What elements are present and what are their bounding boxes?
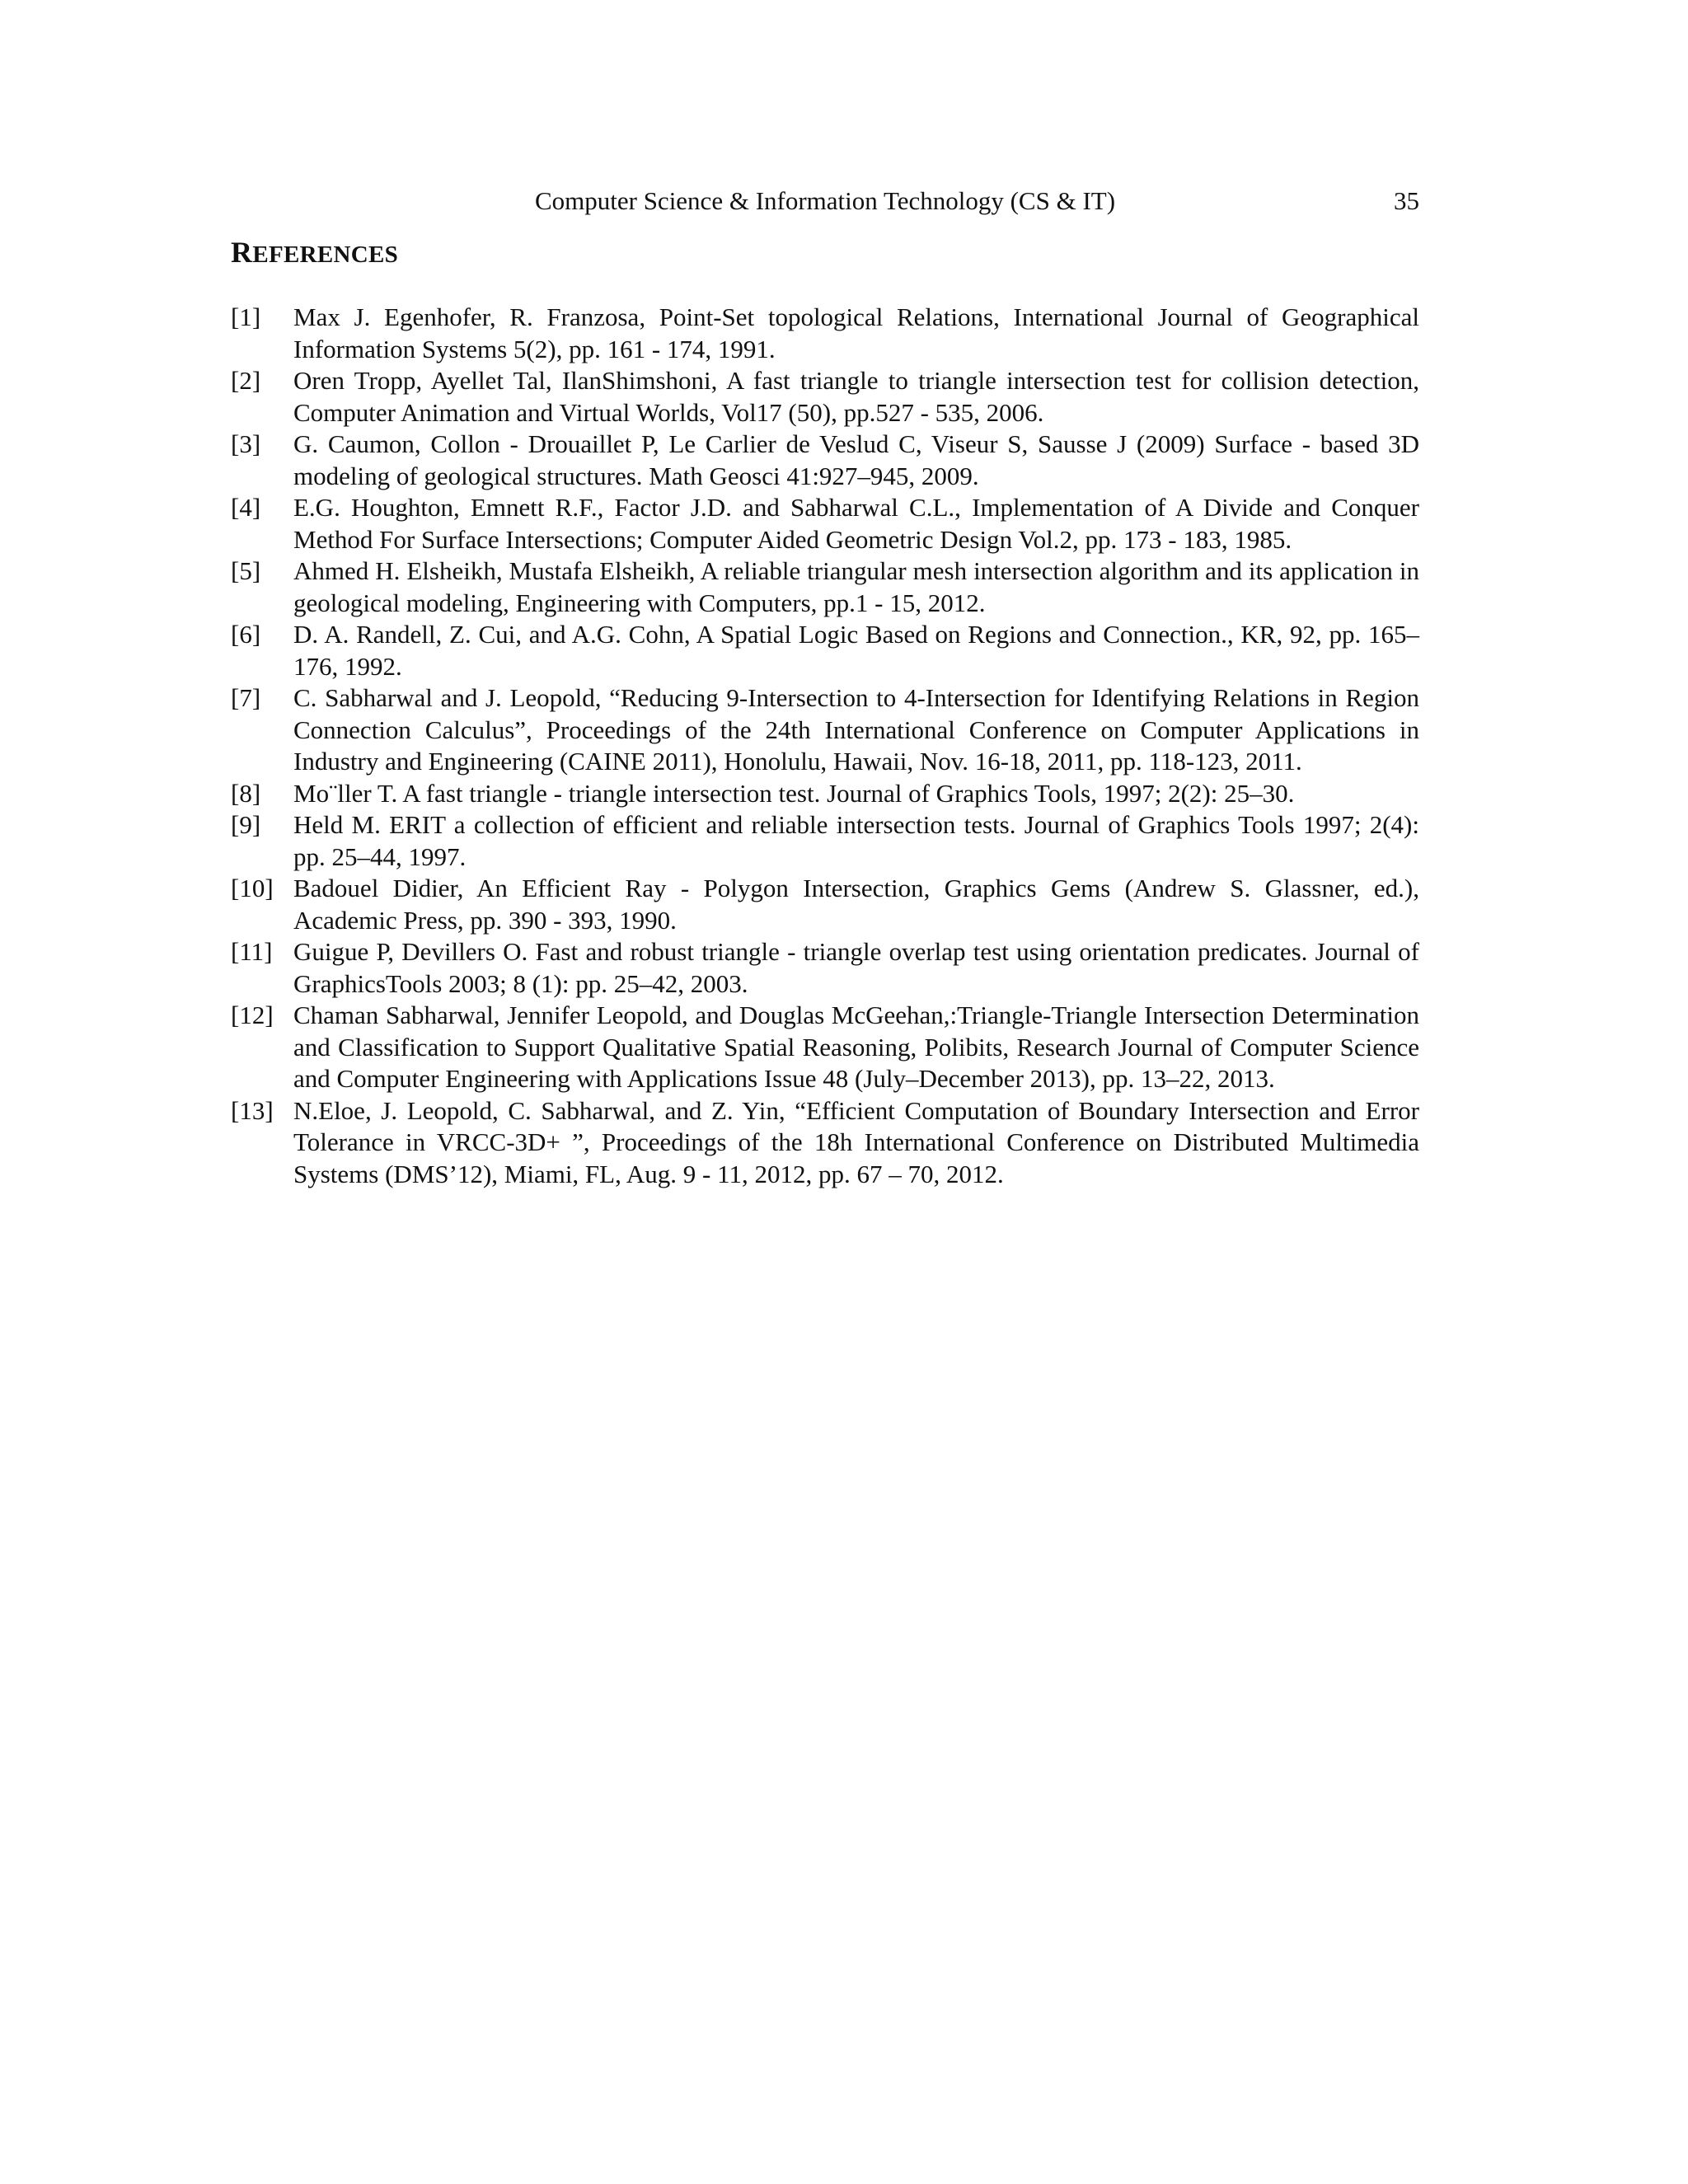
reference-number: [4] bbox=[231, 493, 261, 522]
reference-item bbox=[231, 492, 1419, 555]
reference-number: [6] bbox=[231, 620, 261, 649]
reference-item bbox=[231, 1095, 1419, 1191]
reference-text: C. Sabharwal and J. Leopold, “Reducing 9-Intersection to 4-Intersection for Identifying Relations in Region Connection Calculus”, Proceedings of the 24th International Conference on Computer Applications in Industry and Engineering (CAINE 2011), Honolulu, Hawaii, Nov. 16-18, 2011, pp. 118-123, 2011. bbox=[293, 683, 1419, 776]
section-heading-references bbox=[231, 234, 398, 273]
reference-number: [10] bbox=[231, 874, 274, 902]
reference-number: [3] bbox=[231, 429, 261, 458]
reference-text: Guigue P, Devillers O. Fast and robust triangle - triangle overlap test using orientation predicates. Journal of GraphicsTools 2003; 8 (1): pp. 25–42, 2003. bbox=[293, 937, 1419, 998]
reference-item bbox=[231, 555, 1419, 619]
reference-item bbox=[231, 302, 1419, 365]
reference-item bbox=[231, 619, 1419, 682]
section-heading-initial: R bbox=[231, 236, 253, 269]
reference-list bbox=[231, 302, 1419, 1190]
reference-number: [8] bbox=[231, 778, 261, 808]
reference-number: [2] bbox=[231, 366, 261, 395]
reference-item bbox=[231, 778, 1419, 810]
reference-item bbox=[231, 1000, 1419, 1095]
reference-item bbox=[231, 682, 1419, 778]
reference-text: Held M. ERIT a collection of efficient and reliable intersection tests. Journal of Graphics Tools 1997; 2(4): pp. 25–44, 1997. bbox=[293, 810, 1419, 871]
reference-item bbox=[231, 365, 1419, 429]
reference-number: [11] bbox=[231, 937, 273, 966]
page-number: 35 bbox=[1394, 186, 1419, 215]
section-heading-rest: EFERENCES bbox=[252, 241, 399, 268]
reference-item bbox=[231, 429, 1419, 492]
reference-text: G. Caumon, Collon - Drouaillet P, Le Carlier de Veslud C, Viseur S, Sausse J (2009) Surface - based 3D modeling of geological structures. Math Geosci 41:927–945, 2009. bbox=[293, 429, 1419, 490]
reference-text: Badouel Didier, An Efficient Ray - Polygon Intersection, Graphics Gems (Andrew S. Glassner, ed.), Academic Press, pp. 390 - 393, 1990. bbox=[293, 874, 1419, 935]
reference-text: D. A. Randell, Z. Cui, and A.G. Cohn, A Spatial Logic Based on Regions and Connection., KR, 92, pp. 165–176, 1992. bbox=[293, 620, 1419, 681]
reference-item bbox=[231, 809, 1419, 873]
reference-text: Max J. Egenhofer, R. Franzosa, Point-Set topological Relations, International Journal of Geographical Information Systems 5(2), pp. 161 - 174, 1991. bbox=[293, 302, 1419, 363]
reference-number: [7] bbox=[231, 683, 261, 712]
reference-number: [1] bbox=[231, 302, 261, 331]
running-header bbox=[231, 185, 1419, 218]
reference-text: Ahmed H. Elsheikh, Mustafa Elsheikh, A reliable triangular mesh intersection algorithm and its application in geological modeling, Engineering with Computers, pp.1 - 15, 2012. bbox=[293, 556, 1419, 617]
reference-text: Mo¨ller T. A fast triangle - triangle intersection test. Journal of Graphics Tools, 1997; 2(2): 25–30. bbox=[293, 778, 1295, 808]
reference-number: [9] bbox=[231, 810, 261, 839]
reference-number: [13] bbox=[231, 1095, 274, 1125]
reference-number: [12] bbox=[231, 1001, 274, 1029]
reference-text: E.G. Houghton, Emnett R.F., Factor J.D. and Sabharwal C.L., Implementation of A Divide and Conquer Method For Surface Intersections; Computer Aided Geometric Design Vol.2, pp. 173 - 183, 1985. bbox=[293, 493, 1419, 554]
reference-text: Chaman Sabharwal, Jennifer Leopold, and Douglas McGeehan,:Triangle-Triangle Intersection Determination and Classification to Support Qualitative Spatial Reasoning, Polibits, Research Journal of Computer Science and Computer Engineering with Applications Issue 48 (July–December 2013), pp. 13–22, 2013. bbox=[293, 1001, 1419, 1093]
journal-name: Computer Science & Information Technology (CS & IT) bbox=[534, 186, 1116, 215]
reference-text: N.Eloe, J. Leopold, C. Sabharwal, and Z. Yin, “Efficient Computation of Boundary Intersection and Error Tolerance in VRCC-3D+ ”, Proceedings of the 18h International Conference on Distributed Multimedia Systems (DMS’12), Miami, FL, Aug. 9 - 11, 2012, pp. 67 – 70, 2012. bbox=[293, 1095, 1419, 1188]
reference-item bbox=[231, 873, 1419, 936]
reference-number: [5] bbox=[231, 556, 261, 585]
reference-text: Oren Tropp, Ayellet Tal, IlanShimshoni, A fast triangle to triangle intersection test for collision detection, Computer Animation and Virtual Worlds, Vol17 (50), pp.527 - 535, 2006. bbox=[293, 366, 1419, 427]
reference-item bbox=[231, 936, 1419, 1000]
